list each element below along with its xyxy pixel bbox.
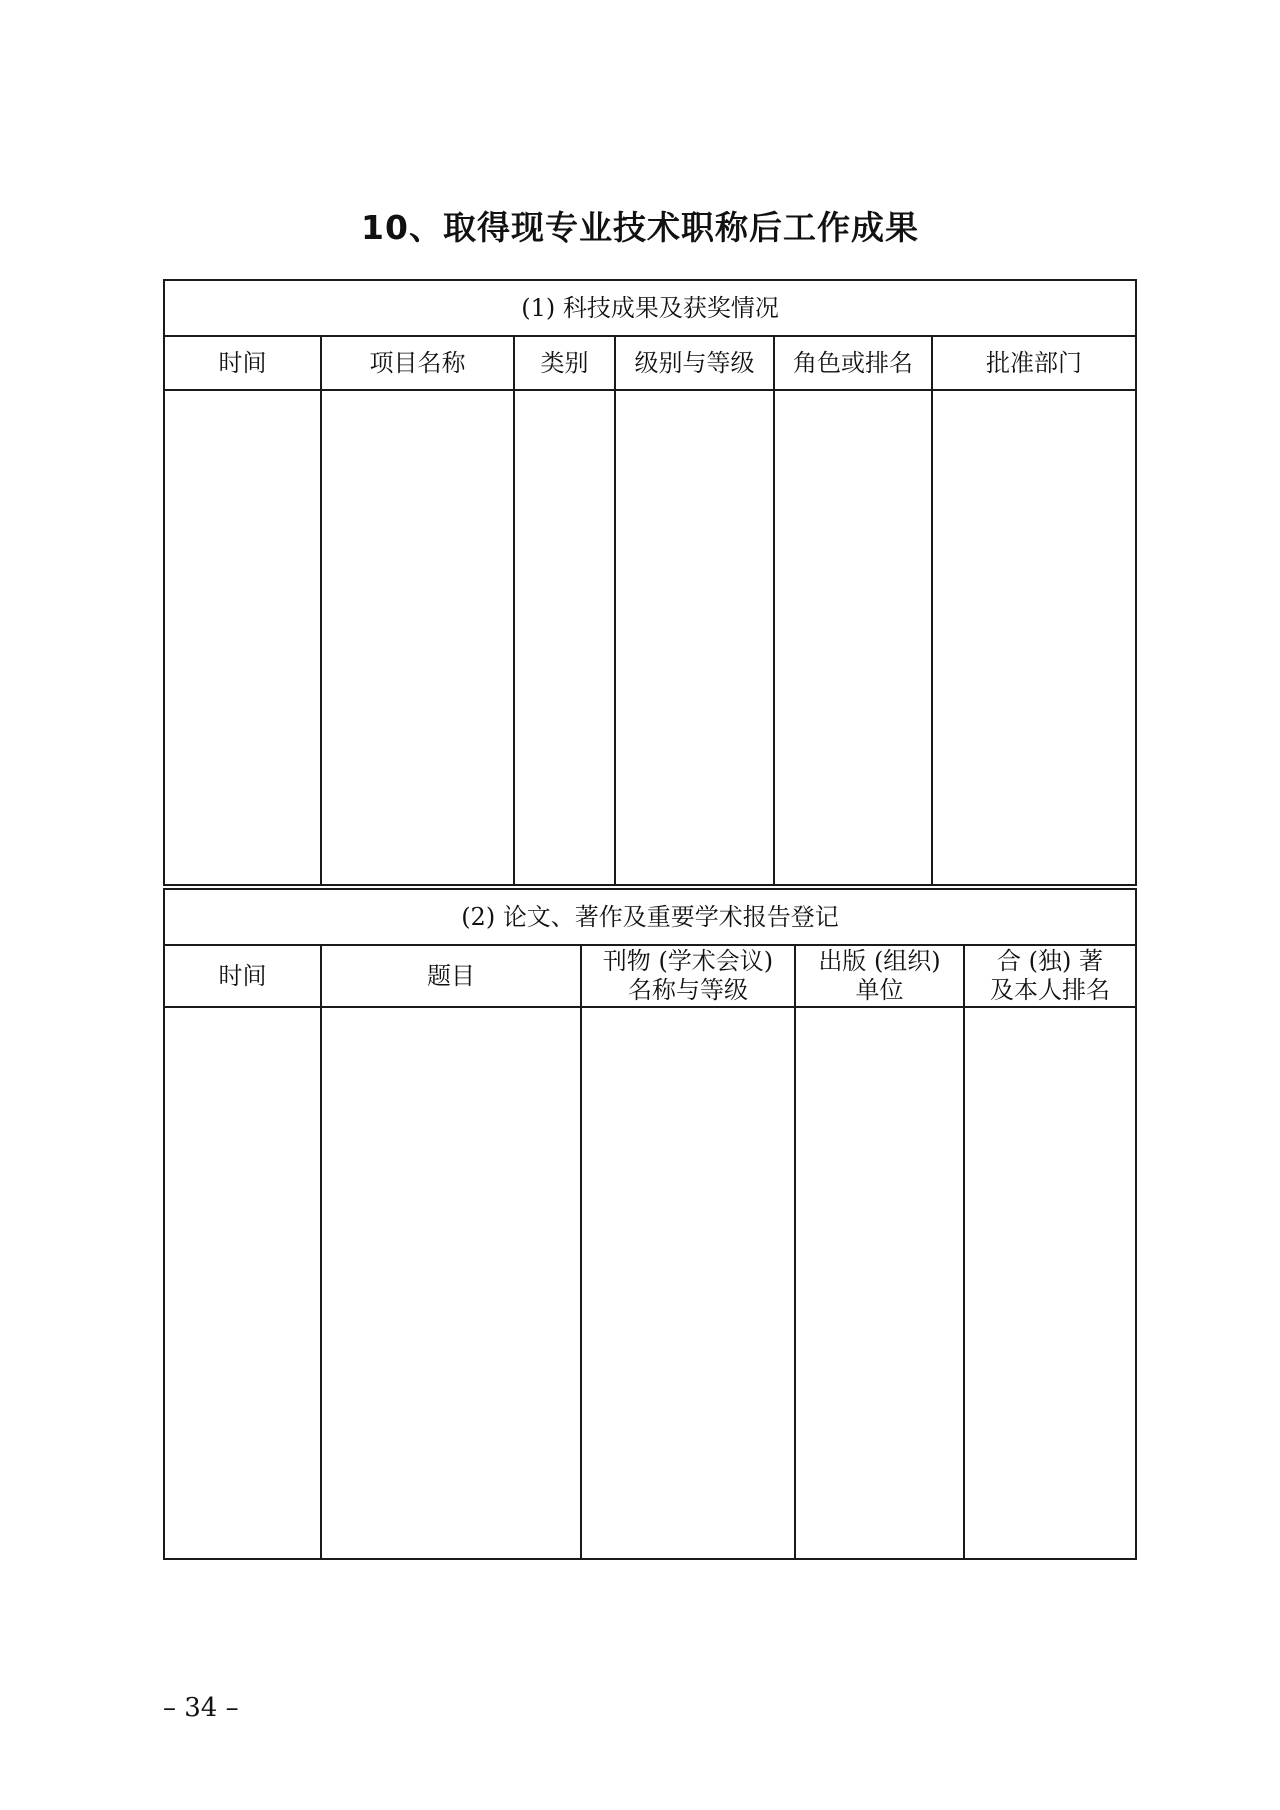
- page-number: – 34 –: [163, 1693, 239, 1723]
- entry-cell-publisher-unit[interactable]: [795, 1007, 964, 1559]
- column-header-coauthor-rank: 合 (独) 著 及本人排名: [964, 945, 1136, 1007]
- entry-cell-time[interactable]: [164, 390, 321, 885]
- entry-cell-approving-department[interactable]: [932, 390, 1136, 885]
- column-header-approving-department: 批准部门: [932, 336, 1136, 390]
- entry-cell-topic[interactable]: [321, 1007, 581, 1559]
- column-header-category: 类别: [514, 336, 615, 390]
- column-header-time: 时间: [164, 945, 321, 1007]
- papers-publications-table: [163, 888, 1137, 1560]
- entry-cell-journal-name-grade[interactable]: [581, 1007, 795, 1559]
- column-header-project-name: 项目名称: [321, 336, 514, 390]
- entry-cell-role-rank[interactable]: [774, 390, 932, 885]
- column-header-journal-name-grade: 刊物 (学术会议) 名称与等级: [581, 945, 795, 1007]
- column-header-level-grade: 级别与等级: [615, 336, 774, 390]
- column-header-topic: 题目: [321, 945, 581, 1007]
- column-header-time: 时间: [164, 336, 321, 390]
- column-header-role-rank: 角色或排名: [774, 336, 932, 390]
- page-title: 10、取得现专业技术职称后工作成果: [361, 208, 919, 247]
- column-header-publisher-unit: 出版 (组织) 单位: [795, 945, 964, 1007]
- entry-cell-coauthor-rank[interactable]: [964, 1007, 1136, 1559]
- section-heading-papers: (2) 论文、著作及重要学术报告登记: [164, 889, 1136, 945]
- entry-cell-category[interactable]: [514, 390, 615, 885]
- entry-cell-project-name[interactable]: [321, 390, 514, 885]
- achievements-awards-table: [163, 279, 1137, 886]
- section-heading-achievements: (1) 科技成果及获奖情况: [164, 280, 1136, 336]
- entry-cell-time[interactable]: [164, 1007, 321, 1559]
- entry-cell-level-grade[interactable]: [615, 390, 774, 885]
